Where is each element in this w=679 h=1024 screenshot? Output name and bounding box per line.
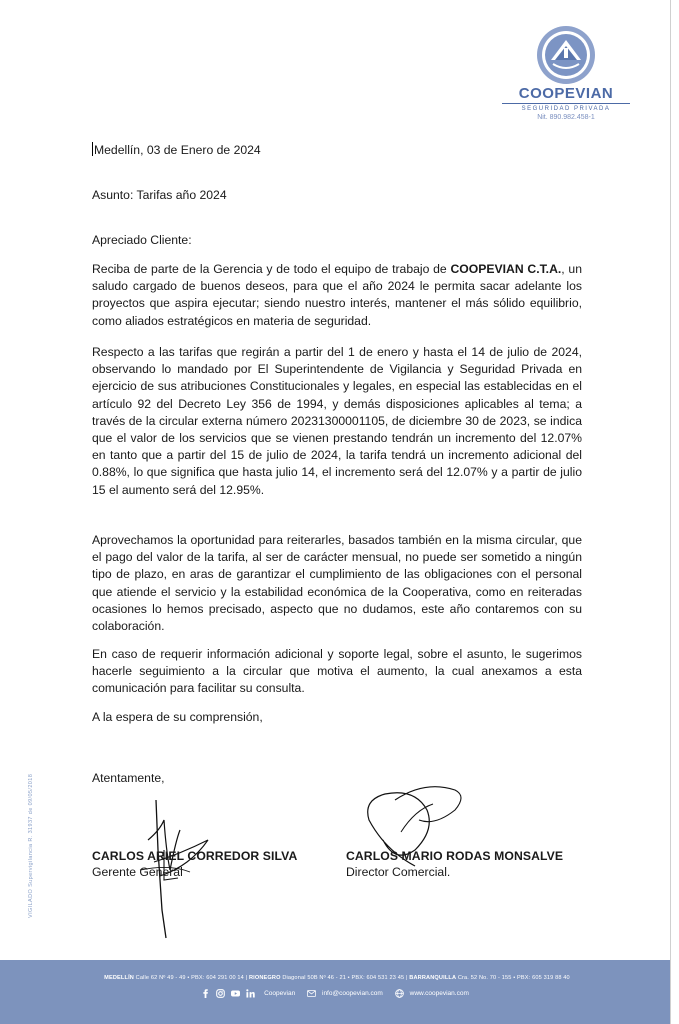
vigilado-notice: VIGILADO Supervigilancia R. 31937 de 09/05/2018 xyxy=(28,773,34,918)
footer-address-rionegro: Diagonal 50B Nº 46 - 21 • PBX: 604 531 23 45 | xyxy=(280,975,410,981)
footer-address-barranquilla: Cra. 52 No. 70 - 155 • PBX: 605 319 88 40 xyxy=(456,975,570,981)
signer-2 xyxy=(346,848,563,880)
signer-1 xyxy=(92,848,297,880)
company-name: COOPEVIAN C.T.A. xyxy=(450,262,562,276)
email-text: info@coopevian.com xyxy=(322,990,383,997)
youtube-icon[interactable] xyxy=(231,989,240,998)
letter-date xyxy=(92,142,261,157)
paragraph-3: Aprovechamos la oportunidad para reiterarles, basados también en la misma circular, que el pago del valor de la tarifa, al ser de carácter mensual, no puede ser sometido a ningún tipo de plazo, en aras de garantizar el cumplimiento de las obligaciones con el personal que atiende el servicio y la estabilidad económica de la Cooperativa, como en reiteradas ocasiones lo hemos precisado, aspecto que no dudamos, este año contaremos con su colaboración. xyxy=(92,533,582,634)
signer-1-title: Gerente General xyxy=(92,865,183,879)
footer-email[interactable] xyxy=(307,989,383,998)
signer-1-name: CARLOS ARIEL CORREDOR SILVA xyxy=(92,849,298,863)
paragraph-1-body: , un saludo cargado de buenos deseos, para que el año 2024 le permita sacar adelante los proyectos que aspira ejecutar; siendo nuestro interés, mantener el más sólido equilibrio, como aliados estratégicos en materia de seguridad. xyxy=(92,262,582,328)
shield-emblem-icon xyxy=(533,24,599,86)
footer-contact xyxy=(0,989,670,998)
footer-website[interactable] xyxy=(395,989,469,998)
footer-address-medellin: Calle 62 Nº 49 - 49 • PBX: 604 291 00 14 | xyxy=(133,975,249,981)
footer-city-medellin: MEDELLÍN xyxy=(104,975,134,981)
page-edge xyxy=(670,0,671,1024)
logo-divider xyxy=(502,103,630,104)
paragraph-4: En caso de requerir información adicional y soporte legal, sobre el asunto, le sugerimos hacerle seguimiento a la circular que motiva el aumento, la cual anexamos a esta comunicación para facilitar su consulta. xyxy=(92,647,582,696)
paragraph-2: Respecto a las tarifas que regirán a partir del 1 de enero y hasta el 14 de julio de 2024, observando lo mandado por El Superintendente de Vigilancia y Seguridad Privada en ejercicio de sus atribuciones Constitucionales y legales, en especial las establecidas en el artículo 92 del Decreto Ley 356 de 1994, y demás disposiciones aplicables al tema; a través de la circular externa número 20231300001105, de diciembre 30 de 2023, se indica que el valor de los servicios que se vienen prestando tendrán un incremento del 12.07% en tanto que a partir del 15 de julio de 2024, la tarifa tendrá un incremento adicional del 0.88%, lo que significa que hasta julio 14, el incremento será del 12.07% y a partir de julio 15 el aumento será del 12.95%. xyxy=(92,345,582,497)
facebook-icon[interactable] xyxy=(201,989,210,998)
footer-bar xyxy=(0,960,670,1024)
website-text: www.coopevian.com xyxy=(409,990,469,997)
logo-subtitle: SEGURIDAD PRIVADA xyxy=(521,106,611,112)
letter-closing: A la espera de su comprensión, xyxy=(92,710,263,724)
paragraph-1 xyxy=(92,261,582,330)
globe-icon xyxy=(395,989,404,998)
logo-nit: Nit. 890.982.458-1 xyxy=(537,114,595,121)
social-links xyxy=(201,989,295,998)
letter-regards: Atentamente, xyxy=(92,771,165,785)
footer-city-barranquilla: BARRANQUILLA xyxy=(409,975,457,981)
company-logo xyxy=(496,24,636,123)
letter-subject: Asunto: Tarifas año 2024 xyxy=(92,188,227,202)
text-cursor xyxy=(92,142,93,156)
letter-greeting: Apreciado Cliente: xyxy=(92,233,192,247)
logo-name: COOPEVIAN xyxy=(518,85,614,102)
linkedin-icon[interactable] xyxy=(246,989,255,998)
email-icon xyxy=(307,989,316,998)
signer-2-name: CARLOS MARIO RODAS MONSALVE xyxy=(346,849,564,863)
footer-addresses xyxy=(14,975,660,981)
instagram-icon[interactable] xyxy=(216,989,225,998)
paragraph-1-intro: Reciba de parte de la Gerencia y de todo el equipo de trabajo de xyxy=(92,262,451,276)
signer-2-title: Director Comercial. xyxy=(346,865,451,879)
footer-city-rionegro: RIONEGRO xyxy=(248,975,281,981)
social-handle: Coopevian xyxy=(264,990,296,997)
date-text: Medellín, 03 de Enero de 2024 xyxy=(94,143,261,157)
